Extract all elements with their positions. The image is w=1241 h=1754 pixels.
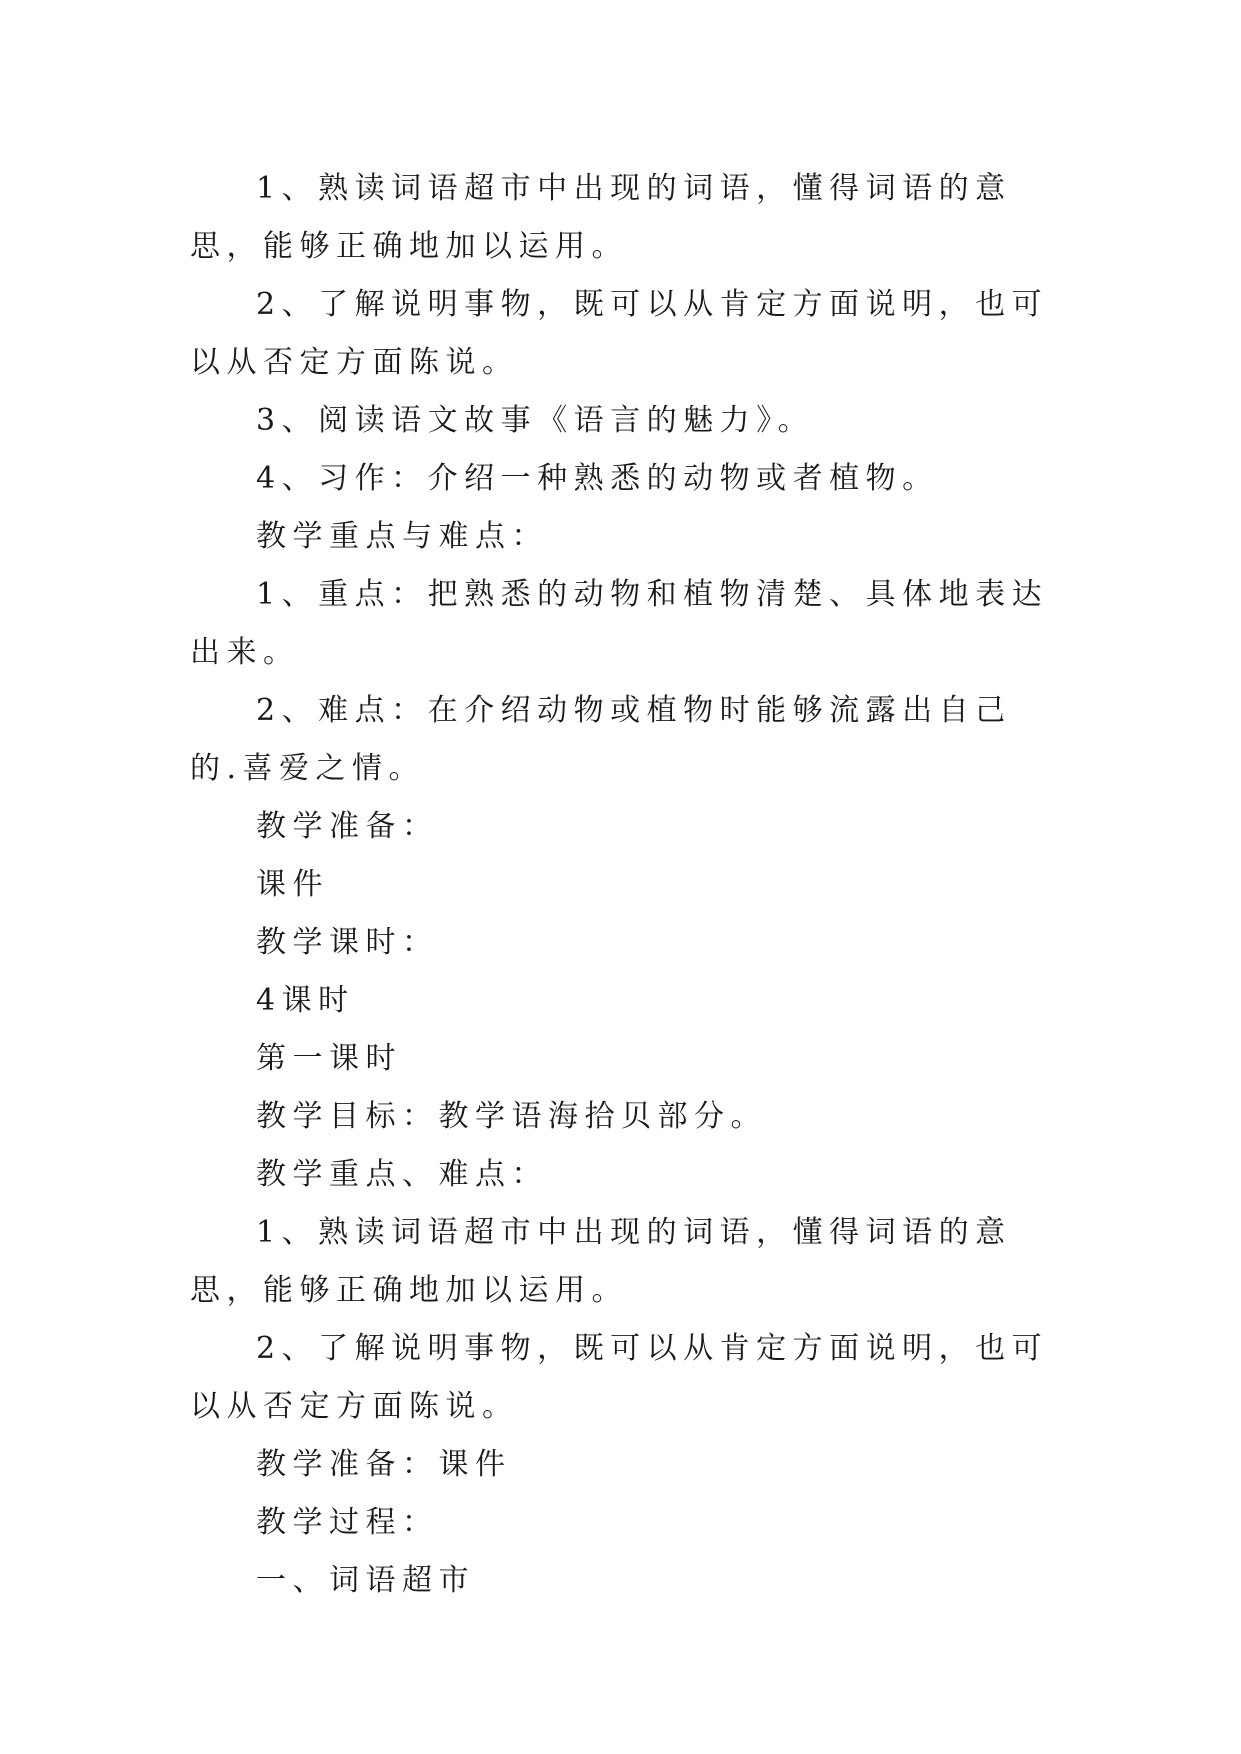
paragraph-difficulty: 2、难点：在介绍动物或植物时能够流露出自己的.喜爱之情。 (190, 693, 1012, 786)
paragraph-lesson-point-1: 1、熟读词语超市中出现的词语，懂得词语的意思，能够正确地加以运用。 (190, 1215, 1012, 1308)
heading-key-points: 教学重点与难点： (256, 519, 548, 554)
paragraph-lesson-preparation: 教学准备：课件 (256, 1447, 512, 1482)
paragraph-lesson-goal: 教学目标：教学语海拾贝部分。 (256, 1099, 767, 1134)
heading-first-lesson: 第一课时 (256, 1041, 402, 1076)
document-body (190, 160, 1050, 1610)
paragraph-objective-3: 3、阅读语文故事《语言的魅力》。 (256, 403, 815, 438)
paragraph-objective-2: 2、了解说明事物，既可以从肯定方面说明，也可以从否定方面陈说。 (190, 287, 1049, 380)
heading-lesson-key-points: 教学重点、难点： (256, 1157, 548, 1192)
paragraph-objective-1: 1、熟读词语超市中出现的词语，懂得词语的意思，能够正确地加以运用。 (190, 171, 1012, 264)
heading-preparation: 教学准备： (256, 809, 439, 844)
paragraph-objective-4: 4、习作：介绍一种熟悉的动物或者植物。 (256, 461, 939, 496)
paragraph-key-point: 1、重点：把熟悉的动物和植物清楚、具体地表达出来。 (190, 577, 1049, 670)
paragraph-preparation: 课件 (256, 867, 329, 902)
paragraph-class-hours: 4课时 (256, 983, 355, 1018)
heading-word-supermarket: 一、词语超市 (256, 1563, 475, 1598)
heading-teaching-process: 教学过程： (256, 1505, 439, 1540)
heading-class-hours: 教学课时： (256, 925, 439, 960)
paragraph-lesson-point-2: 2、了解说明事物，既可以从肯定方面说明，也可以从否定方面陈说。 (190, 1331, 1049, 1424)
